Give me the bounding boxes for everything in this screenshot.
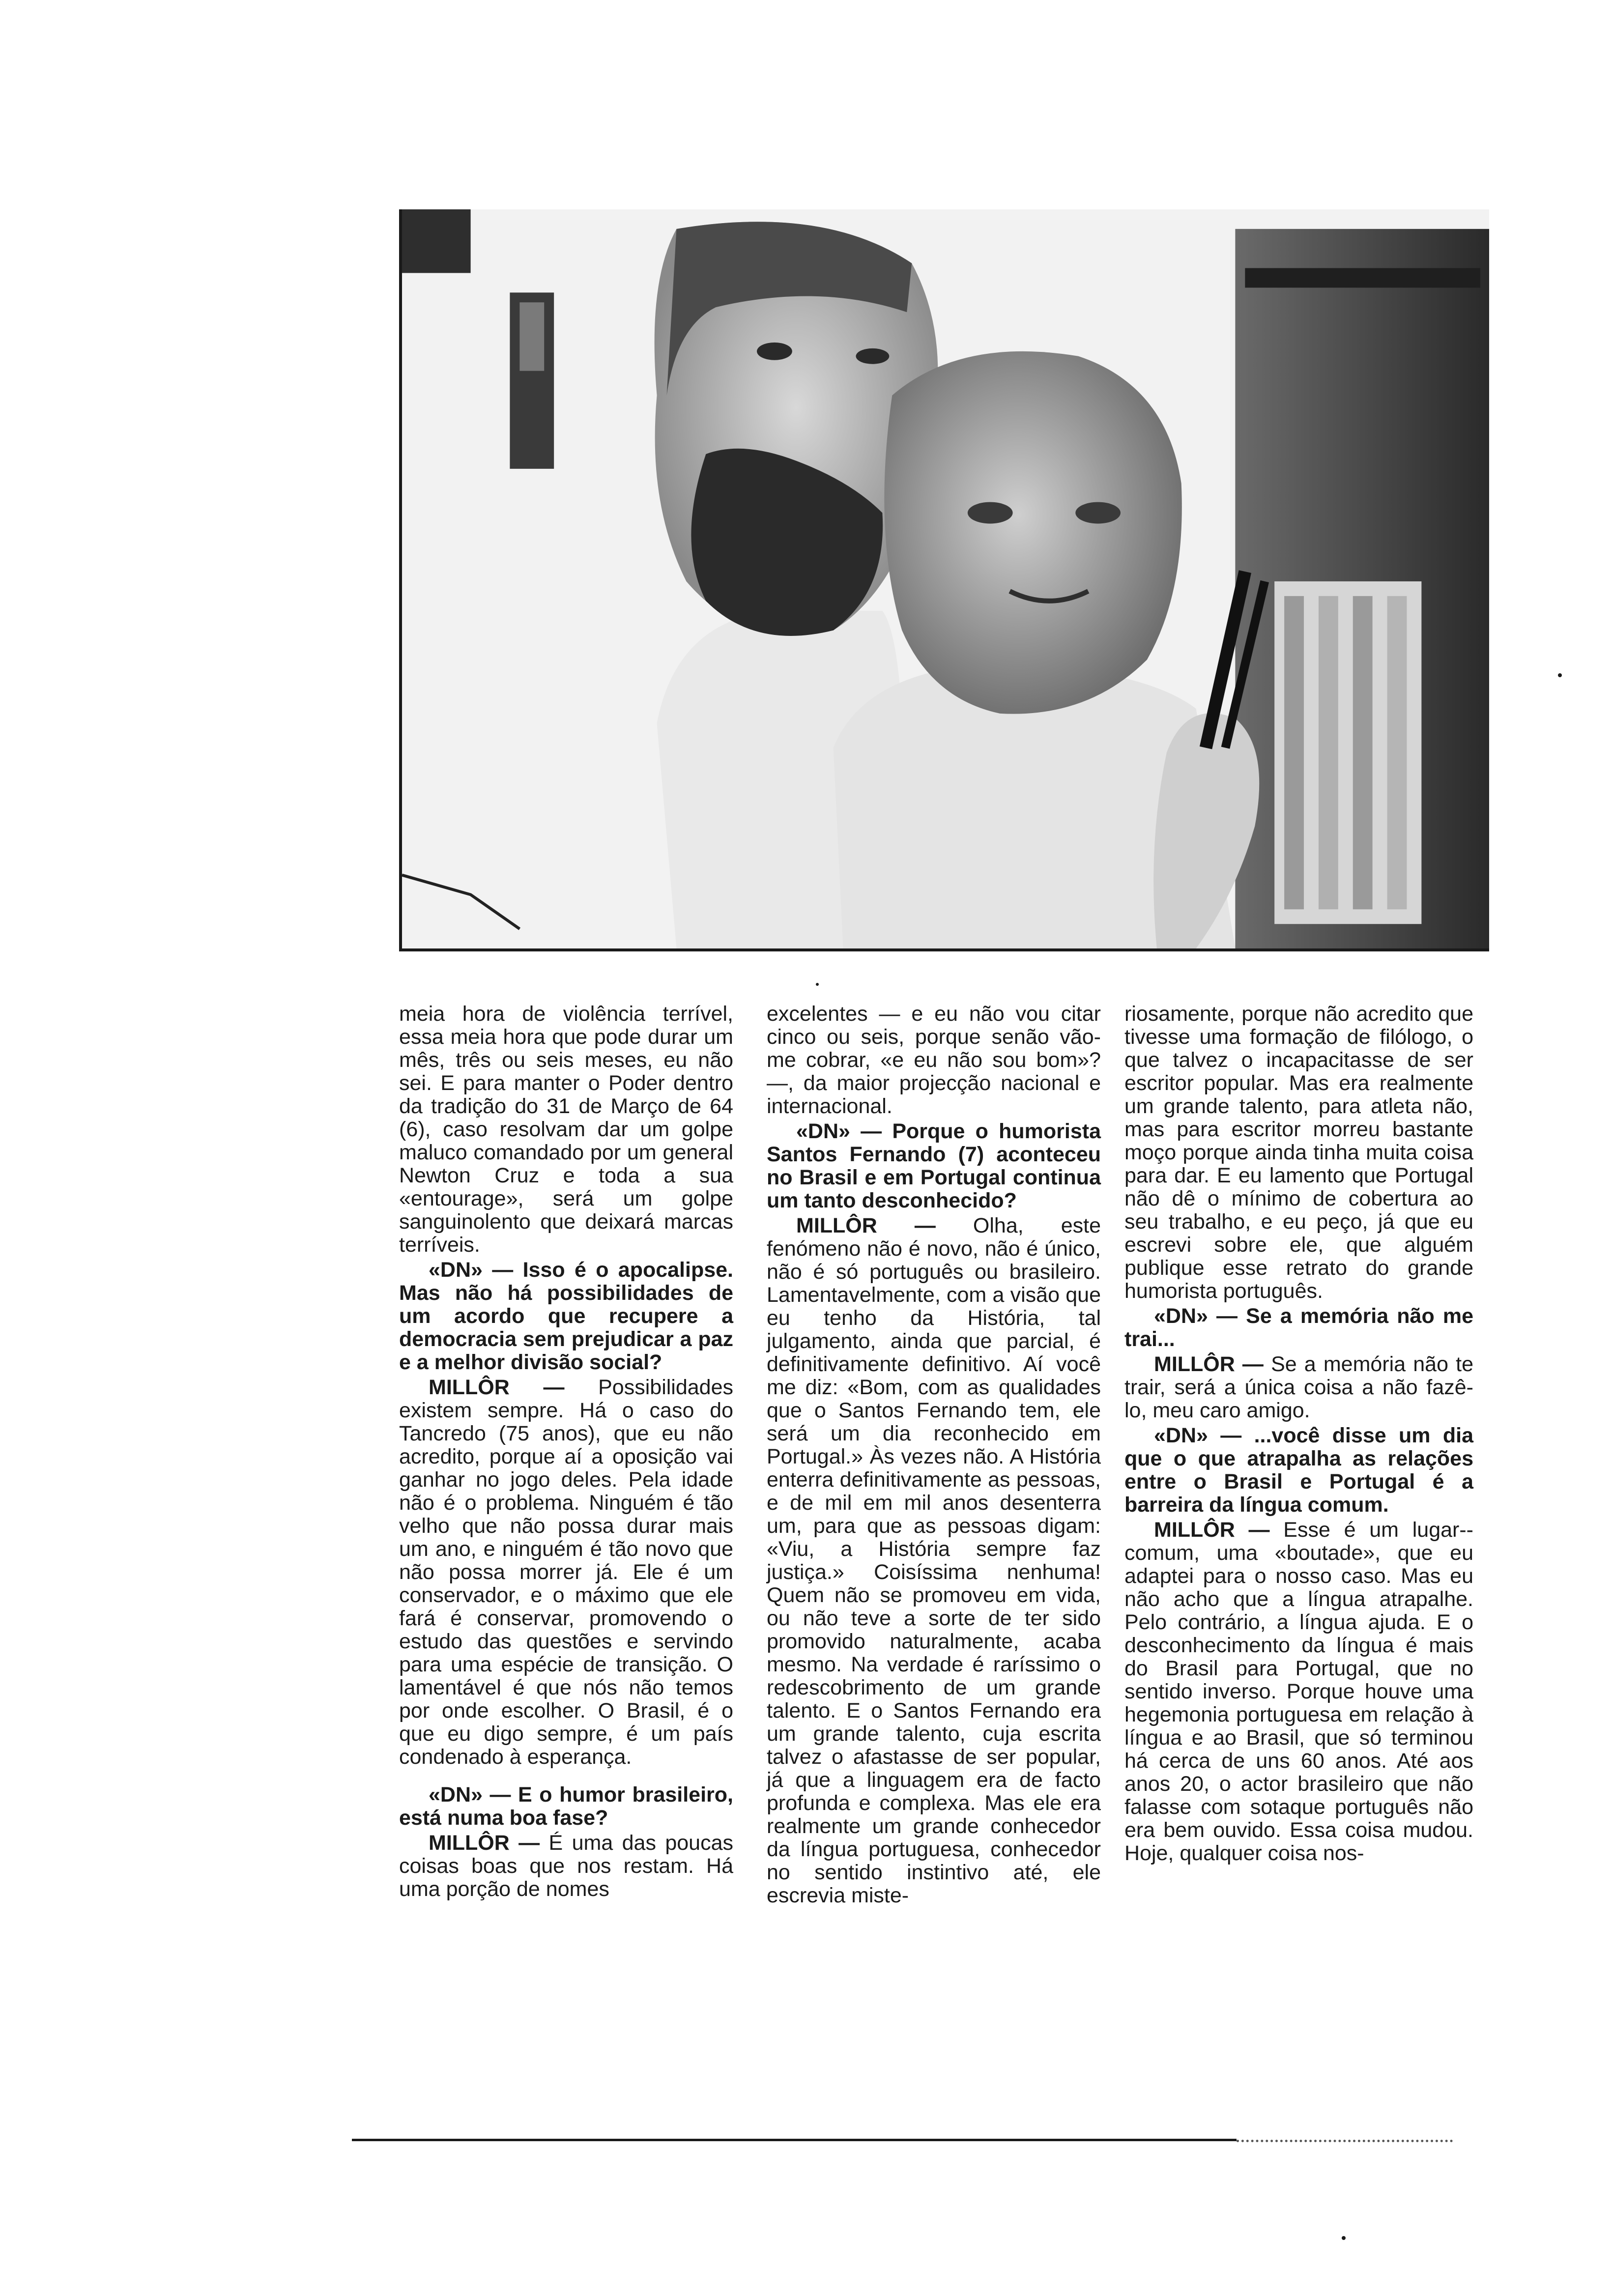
column-3-paragraph-1: riosamente, porque não acredito que tivesse uma formação de filólogo, o que talvez o incapacitasse de ser escritor popular. Mas era realmente um grande talento, para atleta não, mas para escritor morreu bastante moço porque ainda tinha muita coisa para dar. E eu lamento que Portugal não dê o mínimo de cobertura ao seu trabalho, e eu peço, já que eu escrevi sobre ele, que alguém publique esse retrato do grande humorista português. xyxy=(1124,1002,1473,1303)
speaker-label: MILLÔR — xyxy=(429,1376,565,1399)
interview-answer-possibilidades xyxy=(399,1376,733,1769)
article-column-1 xyxy=(399,1003,733,1901)
article-column-3 xyxy=(1124,1003,1473,1865)
scan-speck xyxy=(816,983,819,986)
answer-text: Esse é um lugar--comum, uma «boutade», que eu adaptei para o nosso caso. Mas eu não acho que a língua atrapalhe. Pelo contrário, a língua ajuda. E o desconhecimento da língua é mais do Brasil para Portugal, que no sentido inverso. Porque houve uma hegemonia portuguesa em relação à língua e ao Brasil, que só terminou há cerca de uns 60 anos. Até aos anos 20, o actor brasileiro que não falasse com sotaque português não era bem ouvido. Essa coisa mudou. Hoje, qualquer coisa nos- xyxy=(1124,1518,1473,1865)
footer-dotted-rule xyxy=(1237,2140,1453,2142)
article-column-2 xyxy=(767,1003,1101,1907)
interview-question-memoria: «DN» — Se a memória não me trai... xyxy=(1124,1304,1473,1351)
photo-two-men-image xyxy=(402,209,1489,948)
speaker-label: MILLÔR — xyxy=(429,1831,540,1855)
answer-text: Olha, este fenómeno não é novo, não é único, não é só português ou brasileiro. Lamentavelmente, com a visão que eu tenho da História, tal julgamento, ainda que parcial, é definitivamente definitivo. Aí você me diz: «Bom, com as qualidades que o Santos Fernando tem, ele será um dia reconhecido em Portugal.» Às vezes não. A História enterra definitivamente as pessoas, e de mil em mil anos desenterra um, para que as pessoas digam: «Viu, a História sempre faz justiça.» Coisíssima nenhuma! Quem não se promoveu em vida, ou não teve a sorte de ter sido promovido naturalmente, acaba mesmo. Na verdade é raríssimo o redescobrimento de um grande talento. E o Santos Fernando era um grande talento, cuja escrita talvez o afastasse de ser popular, já que a linguagem era de facto profunda e complexa. Mas ele era realmente um grande conhecedor da língua portuguesa, conhecedor no sentido instintivo até, ele escrevia miste- xyxy=(767,1214,1101,1907)
article-photo xyxy=(399,209,1489,951)
interview-answer-fenomeno xyxy=(767,1214,1101,1907)
interview-question-humor-brasileiro: «DN» — E o humor brasileiro, está numa boa fase? xyxy=(399,1783,733,1830)
answer-text: Se a memória não te trair, será a única coisa a não fazê-lo, meu caro amigo. xyxy=(1124,1352,1473,1422)
speaker-label: MILLÔR — xyxy=(1154,1518,1270,1542)
interview-answer-humor xyxy=(399,1832,733,1901)
answer-text: É uma das poucas coisas boas que nos restam. Há uma porção de nomes xyxy=(399,1831,734,1901)
footer-rule xyxy=(352,2139,1237,2141)
speaker-label: MILLÔR — xyxy=(1154,1352,1264,1376)
interview-question-santos-fernando: «DN» — Porque o humorista Santos Fernando (7) aconteceu no Brasil e em Portugal continua um tanto desconhecido? xyxy=(767,1119,1101,1212)
scan-speck xyxy=(1342,2236,1346,2240)
interview-question-apocalipse: «DN» — Isso é o apocalipse. Mas não há possibilidades de um acordo que recupere a democracia sem prejudicar a paz e a melhor divisão social? xyxy=(399,1258,733,1374)
interview-answer-memoria xyxy=(1124,1353,1473,1422)
column-2-paragraph-1: excelentes — e eu não vou citar cinco ou seis, porque senão vão-me cobrar, «e eu não sou bom»? —, da maior projecção nacional e internacional. xyxy=(767,1002,1101,1118)
column-1-paragraph-1: meia hora de violência terrível, essa meia hora que pode durar um mês, três ou seis meses, eu não sei. E para manter o Poder dentro da tradição do 31 de Março de 64 (6), caso resolvam dar um golpe maluco comandado por um general Newton Cruz e toda a sua «entourage», será um golpe sanguinolento que deixará marcas terríveis. xyxy=(399,1002,733,1257)
scan-speck xyxy=(1558,673,1562,677)
interview-question-lingua-comum: «DN» — ...você disse um dia que o que atrapalha as relações entre o Brasil e Portugal é a barreira da língua comum. xyxy=(1124,1424,1473,1517)
answer-text: Possibilidades existem sempre. Há o caso do Tancredo (75 anos), que eu não acredito, porque aí a oposição vai ganhar no jogo deles. Pela idade não é o problema. Ninguém é tão velho que não possa durar mais um ano, e ninguém é tão novo que não possa morrer já. Ele é um conservador, e o máximo que ele fará é conservar, promovendo o estudo das questões e servindo para uma espécie de transição. O lamentável é que nós não temos por onde escolher. O Brasil, é o que eu digo sempre, é um país condenado à esperança. xyxy=(399,1376,734,1769)
interview-answer-lugar-comum xyxy=(1124,1519,1473,1865)
speaker-label: MILLÔR — xyxy=(796,1214,936,1237)
